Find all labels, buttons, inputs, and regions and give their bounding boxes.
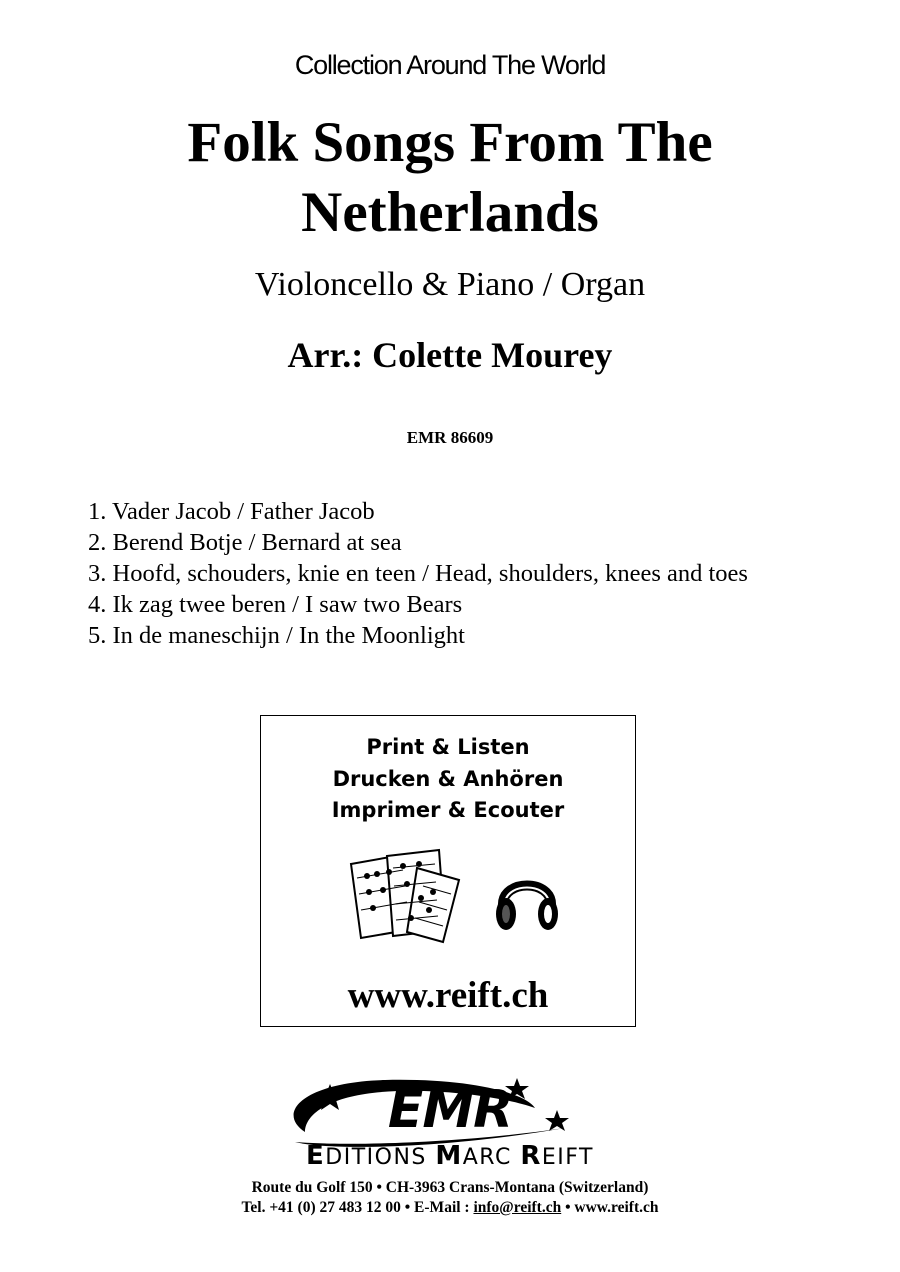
print-listen-box xyxy=(260,715,636,1027)
promo-line-fr: Imprimer & Ecouter xyxy=(331,798,565,822)
sheet-music-icon xyxy=(347,846,471,946)
publisher-address: Route du Golf 150 • CH-3963 Crans-Montana (Switzerland) xyxy=(251,1179,649,1196)
publisher-name xyxy=(0,1141,900,1171)
title-line-1: Folk Songs From The xyxy=(187,111,713,174)
print-listen-text xyxy=(261,732,635,827)
main-title xyxy=(0,108,900,248)
contact-suffix: • www.reift.ch xyxy=(561,1199,659,1216)
publisher-initial-r: R xyxy=(520,1141,542,1171)
song-item: 4. Ik zag twee beren / I saw two Bears xyxy=(88,591,463,618)
instrumentation: Violoncello & Piano / Organ xyxy=(254,266,646,303)
song-item: 5. In de maneschijn / In the Moonlight xyxy=(88,622,465,649)
song-list xyxy=(88,496,748,651)
contact-prefix: Tel. +41 (0) 27 483 12 00 • E-Mail : xyxy=(241,1199,474,1216)
publisher-initial-m: M xyxy=(435,1141,463,1171)
publisher-contact xyxy=(0,1178,900,1218)
promo-line-en: Print & Listen xyxy=(366,735,530,759)
series-title: Collection Around The World xyxy=(294,50,606,80)
song-item: 1. Vader Jacob / Father Jacob xyxy=(88,498,375,525)
publisher-contact-line xyxy=(0,1198,900,1218)
headphones-icon xyxy=(493,862,561,934)
promo-line-de: Drucken & Anhören xyxy=(332,766,564,791)
catalog-number: EMR 86609 xyxy=(406,428,494,447)
emr-logo-text: EMR xyxy=(387,1080,513,1140)
publisher-ditions: DITIONS xyxy=(325,1145,436,1170)
publisher-eift: EIFT xyxy=(541,1145,594,1170)
title-line-2: Netherlands xyxy=(301,181,599,244)
publisher-arc: ARC xyxy=(462,1145,521,1170)
arranger: Arr.: Colette Mourey xyxy=(287,335,613,375)
email-link[interactable]: info@reift.ch xyxy=(473,1199,562,1216)
song-item: 3. Hoofd, schouders, knie en teen / Head, shoulders, knees and toes xyxy=(88,560,748,587)
publisher-initial-e: E xyxy=(306,1141,326,1171)
song-item: 2. Berend Botje / Bernard at sea xyxy=(88,529,402,556)
promo-url[interactable]: www.reift.ch xyxy=(347,975,549,1016)
